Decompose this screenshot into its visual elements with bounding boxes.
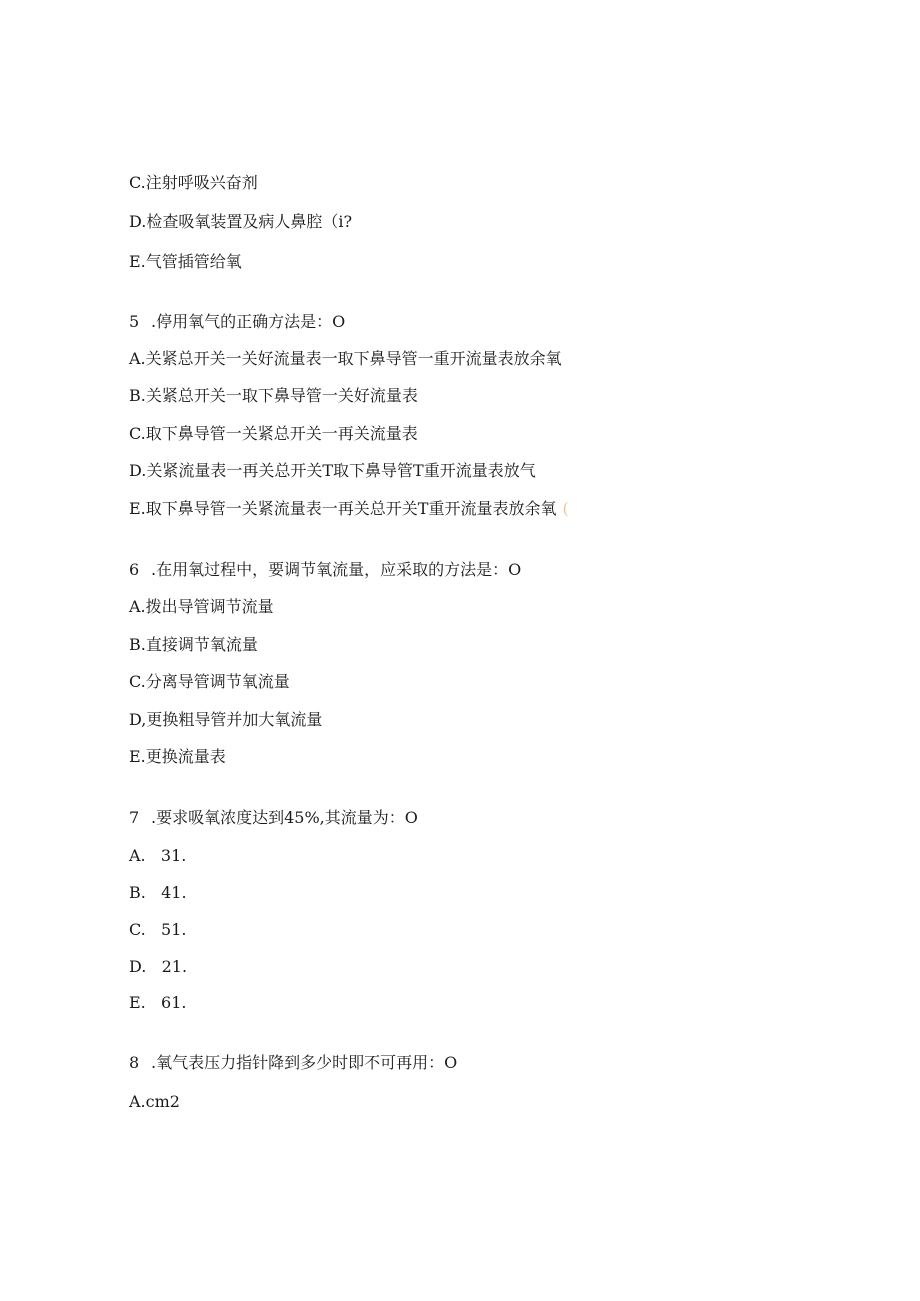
q7-option-b: B. 41. — [129, 883, 187, 902]
q5-option-c: C.取下鼻导管一关紧总开关一再关流量表 — [129, 424, 418, 443]
q5-option-a: A.关紧总开关一关好流量表一取下鼻导管一重开流量表放余氧 — [129, 349, 562, 368]
q8-stem — [129, 1053, 457, 1073]
q8-option-a: A.cm2 — [129, 1092, 180, 1111]
q6-option-c: C.分离导管调节氧流量 — [129, 672, 290, 691]
q5-trailing-mark: ( — [562, 499, 569, 518]
q6-option-b: B.直接调节氧流量 — [129, 635, 258, 654]
q4-option-c: C.注射呼吸兴奋剂 — [129, 173, 258, 192]
q6-option-e: E.更换流量表 — [129, 747, 226, 766]
q8-number: 8 — [129, 1053, 140, 1072]
q6-stem-text: .在用氧过程中，要调节氧流量，应采取的方法是：O — [151, 560, 522, 579]
q5-option-d: D.关紧流量表一再关总开关T取下鼻导管T重开流量表放气 — [129, 461, 536, 480]
q7-stem-text: .要求吸氧浓度达到45%,其流量为：O — [151, 808, 418, 827]
q6-option-a: A.拨出导管调节流量 — [129, 597, 274, 616]
q7-number: 7 — [129, 808, 140, 827]
q8-stem-text: .氧气表压力指针降到多少时即不可再用：O — [151, 1053, 458, 1072]
q6-option-d: D,更换粗导管并加大氧流量 — [129, 710, 323, 729]
q5-stem — [129, 312, 345, 332]
q5-option-e-text: E.取下鼻导管一关紧流量表一再关总开关T重开流量表放余氧 — [129, 499, 557, 518]
q6-number: 6 — [129, 560, 140, 579]
q4-option-d: D.检查吸氧装置及病人鼻腔（i? — [129, 212, 353, 231]
q4-option-e: E.气管插管给氧 — [129, 252, 242, 271]
q7-stem — [129, 808, 418, 828]
q7-option-c: C. 51. — [129, 920, 187, 939]
q7-option-a: A. 31. — [129, 846, 187, 865]
q5-number: 5 — [129, 312, 140, 331]
q6-stem — [129, 560, 521, 580]
q7-option-e: E. 61. — [129, 993, 187, 1012]
q5-option-b: B.关紧总开关一取下鼻导管一关好流量表 — [129, 386, 418, 405]
q5-option-e — [129, 499, 569, 519]
q5-stem-text: .停用氧气的正确方法是：O — [151, 312, 346, 331]
q7-option-d: D. 21. — [129, 957, 188, 976]
